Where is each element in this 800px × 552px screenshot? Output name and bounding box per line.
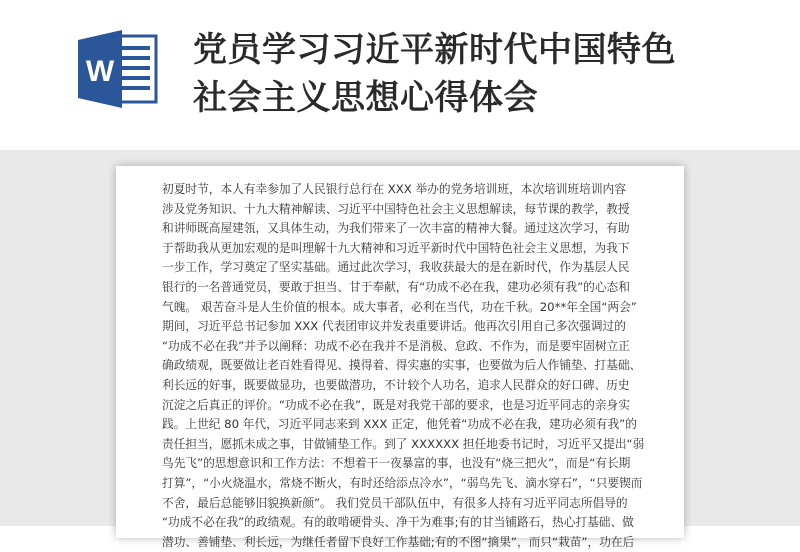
text-line: 沉淀之后真正的评价。“功成不必在我”，既是对我党干部的要求，也是习近平同志的亲身实 [162, 397, 630, 412]
title-line-1: 党员学习习近平新时代中国特色 [193, 30, 676, 70]
text-line: 鸟先飞”的思想意识和工作方法：不想着干一夜暴富的事，也没有“烧三把火”，而是“有长期 [162, 456, 631, 471]
text-line: 涉及党务知识、十九大精神解读、习近平中国特色社会主义思想解读，每节课的教学，教授 [162, 201, 630, 216]
text-line: 责任担当，愿抓未成之事，甘做铺垫工作。到了 XXXXXX 担任地委书记时，习近平又提出“弱 [162, 436, 645, 451]
text-line: 银行的一名普通党员，要敢于担当、甘于奉献，有“功成不必在我，建功必须有我”的心态和 [162, 279, 630, 294]
header-banner [0, 0, 800, 150]
text-line: 不舍，最后总能够旧貌换新颜”。 我们党员干部队伍中，有很多人持有习近平同志所倡导的 [162, 495, 628, 510]
page-title [193, 26, 753, 122]
text-line: 气魄。 艰苦奋斗是人生价值的根本。成大事者，必利在当代，功在千秋。20**年全国“两会” [162, 299, 637, 314]
text-line: “功成不必在我”的政绩观。有的敢啃硬骨头、净干为难事;有的甘当铺路石，热心打基础、做 [162, 515, 634, 530]
text-line: 于帮助我从更加宏观的是叫理解十九大精神和习近平新时代中国特色社会主义思想，为我下 [162, 240, 630, 255]
text-line: 和讲师既高屋建瓴，又具体生动，为我们带来了一次丰富的精神大餐。通过这次学习，有助 [162, 221, 630, 236]
text-line: 潜功、善铺垫、利长远，为继任者留下良好工作基础;有的不图“摘果”，而只“栽苗”，功在后 [162, 534, 635, 549]
text-line: 打算”，“小火烧温水，常烧不断火，有时还给添点冷水”，“弱鸟先飞、滴水穿石”，“只要锲而 [162, 475, 643, 490]
document-body [162, 180, 644, 552]
text-line: “功成不必在我”并予以阐释：功成不必在我并不是消极、怠政、不作为，而是要牢固树立正 [162, 338, 630, 353]
title-line-2: 社会主义思想心得体会 [193, 78, 538, 118]
svg-text:W: W [85, 55, 115, 88]
text-line: 初夏时节，本人有幸参加了人民银行总行在 XXX 举办的党务培训班，本次培训班培训内容 [162, 182, 626, 196]
text-line: 一步工作，学习奠定了坚实基础。通过此次学习，我收获最大的是在新时代，作为基层人民 [162, 260, 630, 275]
text-line: 践。上世纪 80 年代，习近平同志来到 XXX 正定，他凭着“功成不必在我，建功必须有我”的 [162, 417, 637, 432]
text-line: 期间，习近平总书记参加 XXX 代表团审议并发表重要讲话。他再次引用自己多次强调过的 [162, 319, 626, 334]
word-document-icon [76, 28, 164, 110]
text-line: 利长远的好事，既要做显功，也要做潜功，不计较个人功名，追求人民群众的好口碑、历史 [162, 377, 630, 392]
text-line: 确政绩观，既要做让老百姓看得见、摸得着、得实惠的实事，也要做为后人作铺垫、打基础、 [162, 358, 642, 373]
